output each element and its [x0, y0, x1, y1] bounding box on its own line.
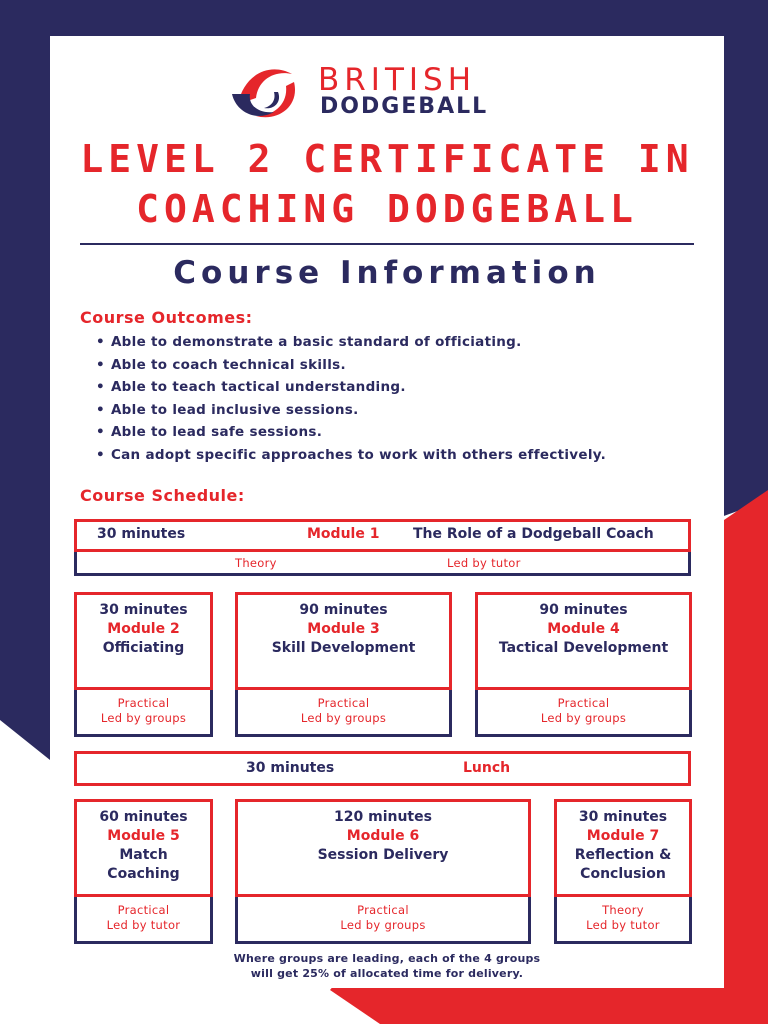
lunch-duration: 30 minutes — [246, 760, 335, 776]
lunch-frame — [74, 751, 691, 786]
module-7-lead: Led by tutor — [586, 918, 660, 932]
module-1-name: The Role of a Dodgeball Coach — [413, 526, 654, 542]
module-3-name: Skill Development — [271, 640, 416, 656]
lunch-box — [74, 751, 691, 786]
module-2-number: Module 2 — [107, 621, 180, 637]
module-2-lead: Led by groups — [100, 711, 187, 725]
module-1-details — [74, 549, 691, 576]
schedule-footnote — [50, 951, 724, 981]
module-5-lead: Led by tutor — [106, 918, 181, 932]
module-7-duration: 30 minutes — [578, 809, 668, 825]
page-title-line1: LEVEL 2 CERTIFICATE IN — [80, 137, 694, 181]
module-1-duration: 30 minutes — [97, 526, 186, 542]
module-4-type: Practical — [557, 696, 610, 710]
module-4-duration: 90 minutes — [539, 602, 628, 618]
module-2-duration: 30 minutes — [99, 602, 188, 618]
british-dodgeball-logo — [230, 62, 550, 122]
module-3-lead: Led by groups — [300, 711, 387, 725]
footnote-line2: will get 25% of allocated time for delivery. — [250, 967, 524, 980]
module-6-name: Session Delivery — [317, 847, 449, 863]
list-item: • Able to demonstrate a basic standard of officiating. — [96, 332, 606, 355]
module-1-type: Theory — [235, 556, 277, 570]
module-2-type: Practical — [117, 696, 170, 710]
module-3-number: Module 3 — [307, 621, 380, 637]
module-7-box — [554, 799, 692, 944]
module-1-box — [74, 519, 691, 579]
module-3-type: Practical — [317, 696, 370, 710]
module-5-box — [74, 799, 213, 944]
module-3-box — [235, 592, 452, 737]
logo-text-british: BRITISH — [318, 62, 477, 98]
dodgeball-swoosh-icon — [230, 64, 296, 120]
module-3-duration: 90 minutes — [299, 602, 388, 618]
module-1-lead: Led by tutor — [447, 556, 521, 570]
module-1-number: Module 1 — [307, 526, 380, 542]
module-4-box — [475, 592, 692, 737]
schedule-heading: Course Schedule: — [80, 486, 245, 505]
logo-text-dodgeball: DODGEBALL — [320, 94, 489, 119]
list-item: • Able to lead safe sessions. — [96, 422, 606, 445]
module-6-duration: 120 minutes — [334, 809, 432, 825]
module-7-type: Theory — [602, 903, 644, 917]
outcomes-heading: Course Outcomes: — [80, 308, 253, 327]
module-7-name-line2: Conclusion — [580, 866, 666, 882]
module-5-number: Module 5 — [107, 828, 180, 844]
lunch-label: Lunch — [463, 760, 511, 776]
list-item: • Able to coach technical skills. — [96, 355, 606, 378]
title-divider — [80, 243, 694, 245]
module-6-number: Module 6 — [346, 828, 420, 844]
module-5-name-line1: Match — [119, 847, 168, 863]
list-item: • Able to teach tactical understanding. — [96, 377, 606, 400]
module-5-name-line2: Coaching — [107, 866, 180, 882]
module-6-type: Practical — [357, 903, 409, 917]
page-title-line2: COACHING DODGEBALL — [136, 187, 638, 231]
footnote-line1: Where groups are leading, each of the 4 groups — [233, 952, 541, 965]
module-6-lead: Led by groups — [340, 918, 426, 932]
page-subtitle: Course Information — [173, 255, 601, 291]
module-7-name-line1: Reflection & — [574, 847, 672, 863]
module-4-lead: Led by groups — [540, 711, 627, 725]
module-2-box — [74, 592, 213, 737]
module-4-number: Module 4 — [547, 621, 620, 637]
module-5-type: Practical — [117, 903, 170, 917]
module-5-duration: 60 minutes — [99, 809, 188, 825]
module-4-name: Tactical Development — [498, 640, 669, 656]
module-7-number: Module 7 — [586, 828, 660, 844]
list-item: • Able to lead inclusive sessions. — [96, 400, 606, 423]
list-item: • Can adopt specific approaches to work with others effectively. — [96, 445, 606, 468]
module-2-name: Officiating — [102, 640, 185, 656]
outcomes-list — [96, 332, 606, 467]
module-6-box — [235, 799, 531, 944]
